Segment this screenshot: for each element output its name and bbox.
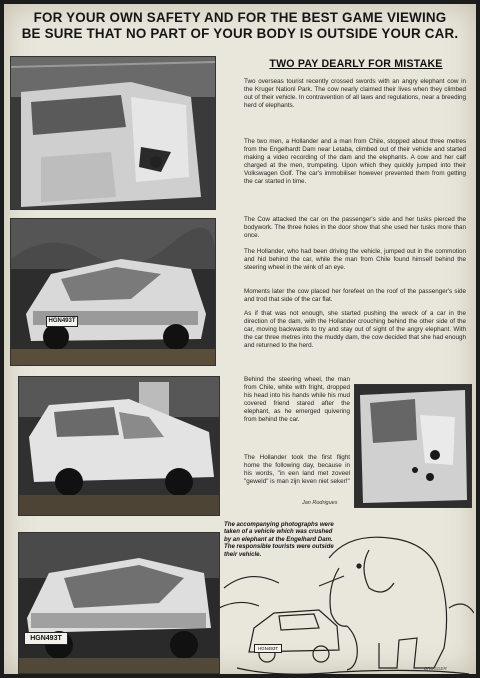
article-paragraph: As if that was not enough, she started pushing the wreck of a car in the direction of the dam, with the Hollander crouching behind the other side of the car, moving backwards to try and stay out of sight of the angry elephant. With the car three metres into the muddy dam, the cow decided that she had enough and returned to the herd.	[244, 310, 466, 349]
photo-door-tusk-holes	[354, 384, 472, 508]
article-paragraph: Two overseas tourist recently crossed swords with an angry elephant cow in the Kruger Nationl Park. The cow nearly claimed their lives when they climbed out of their vehicle. In contravention of all laws and regulations, near a breeding herd of elephants.	[244, 78, 466, 109]
notice-poster	[4, 4, 476, 674]
license-plate-cartoon: HGN493T	[254, 644, 282, 653]
article-heading: TWO PAY DEARLY FOR MISTAKE	[269, 58, 443, 70]
article-byline: Jan Rodrigues	[302, 500, 338, 506]
article-paragraph: The Hollander, who had been driving the vehicle, jumped out in the commotion and hid behind the car, while the man from Chile found himself behind the steering wheel in the wink of an eye.	[244, 248, 466, 271]
safety-banner	[14, 10, 466, 42]
article-paragraph: Behind the steering wheel, the man from Chile, white with fright, dropped his head into his hands while his mud covered friend stared after the elephant, as he emerged quivering from behind the car.	[244, 376, 350, 423]
photo-damaged-door	[10, 56, 216, 210]
article-paragraph: Moments later the cow placed her forefeet on the roof of the passenger's side and trod that side of the car flat.	[244, 288, 466, 303]
license-plate-4: HGN493T	[24, 632, 68, 645]
article-paragraph: The two men, a Hollander and a man from Chile, stopped about three metres from the Engelhardt Dam near Letaba, climbed out of their vehicle and started making a video recording of the dam and the elephants. A cow and her calf charged at the men, trumpeting. Upon which they quickly jumped into their Volkswagen Golf. The car's immobiliser however prevented them from getting the car started in time.	[244, 138, 466, 185]
article-paragraph: The Hollander took the first flight home the following day, because in his words, "in een land met zoveel "geweld" is man zijn leven niet seker!"	[244, 454, 350, 485]
photo-caption: The accompanying photographs were taken of a vehicle which was crushed by an elephant at the Engelhard Dam. The responsible tourists were outside their vehicle.	[224, 521, 334, 558]
photo-crushed-car-rear	[18, 532, 220, 674]
license-plate-2: HGN493T	[46, 316, 78, 327]
photo-crushed-car-front	[10, 218, 216, 366]
banner-line-2: BE SURE THAT NO PART OF YOUR BODY IS OUTSIDE YOUR CAR.	[21, 26, 459, 41]
photo-crushed-car-side	[18, 376, 220, 516]
artist-signature: BRUGGER	[424, 666, 447, 671]
article-paragraph: The Cow attacked the car on the passenger's side and her tusks pierced the bodywork. The three holes in the door show that she used her tusks more than once.	[244, 216, 466, 239]
banner-line-1: FOR YOUR OWN SAFETY AND FOR THE BEST GAME VIEWING	[33, 10, 447, 25]
